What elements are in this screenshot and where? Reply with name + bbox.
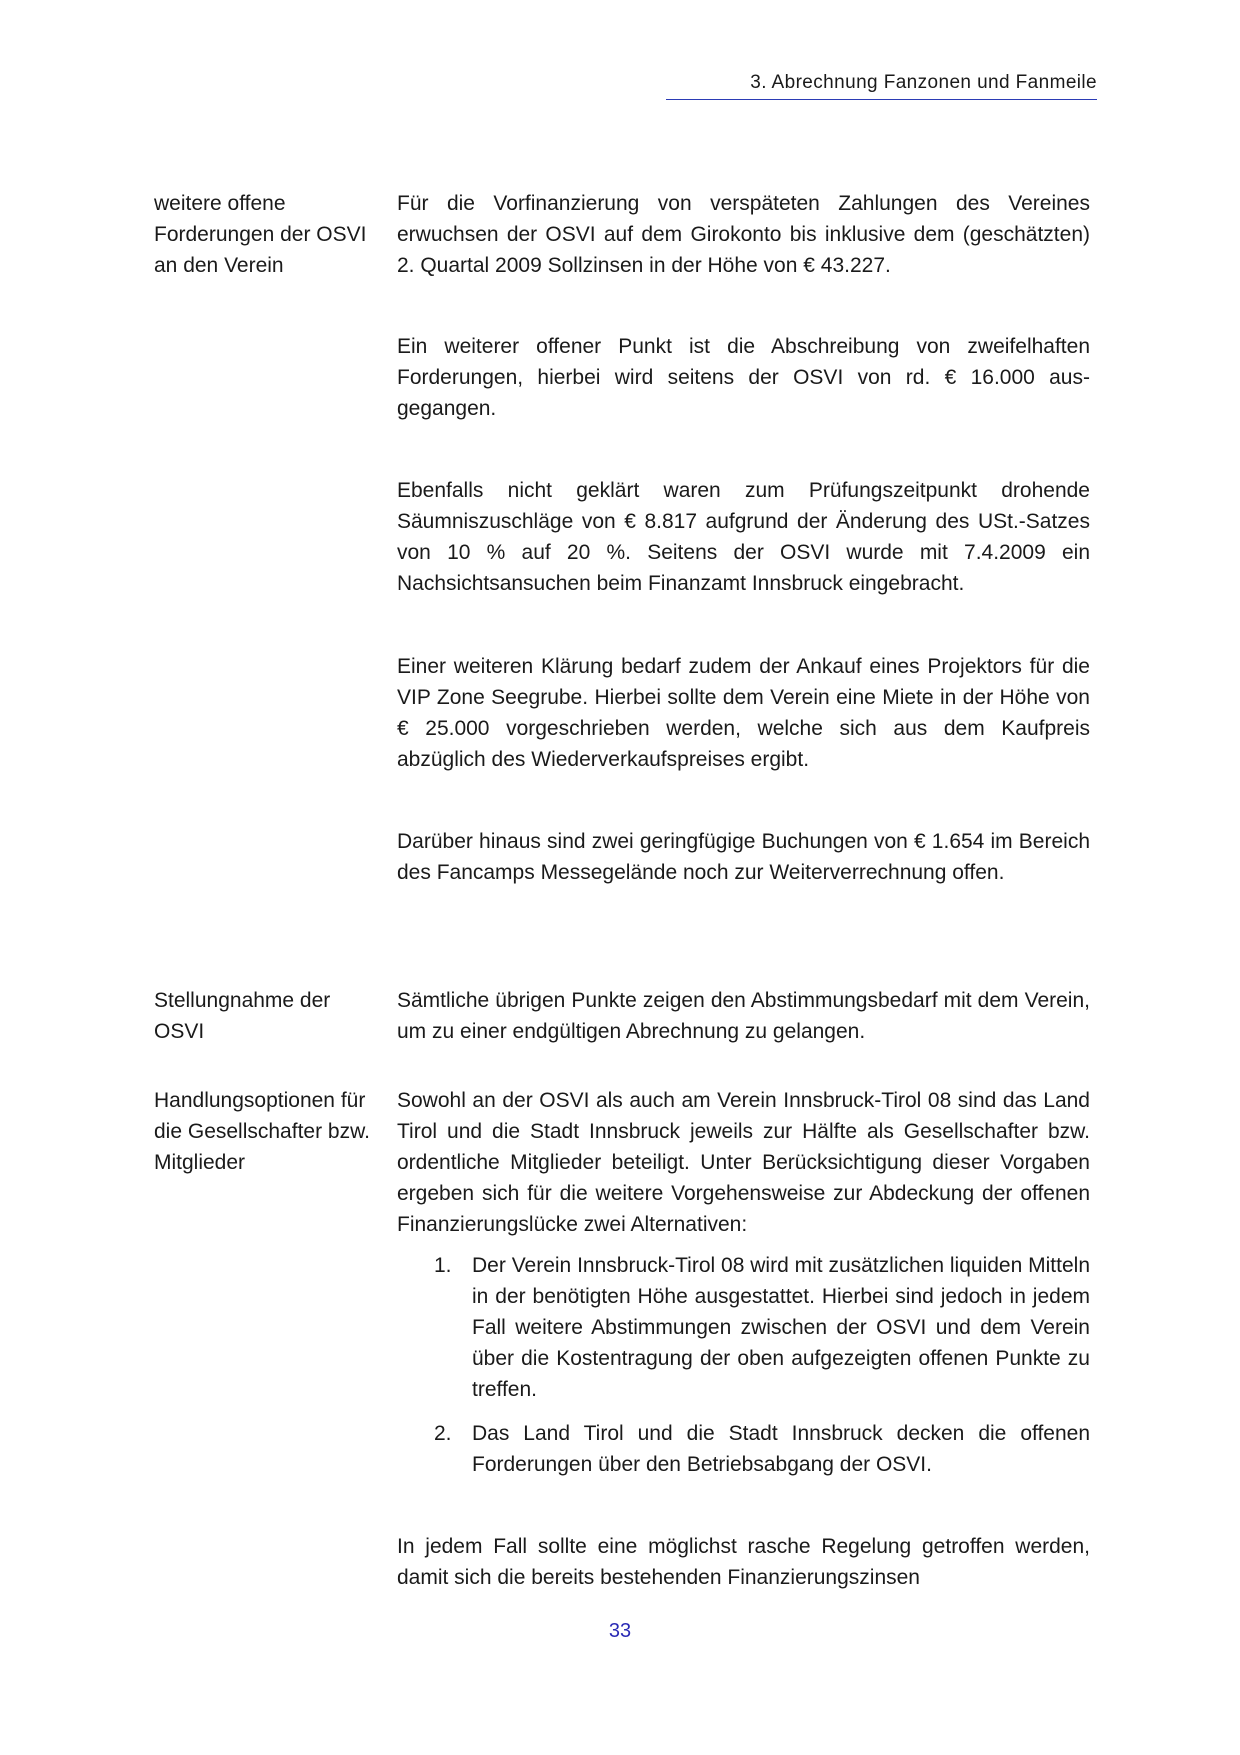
running-header: 3. Abrechnung Fanzonen und Fanmeile: [750, 72, 1097, 93]
paragraph-saeumniszuschlaege: Ebenfalls nicht geklärt waren zum Prüfungszeitpunkt drohende Säumniszuschläge von € 8.817 aufgrund der Änderung des USt.-Satzes von 10 % auf 20 %. Seitens der OSVI wurde mit 7.4.2009 ein Nachsichtsansuchen beim Finanzamt Innsbruck eingebracht.: [397, 479, 1090, 595]
list-item-number: 1.: [434, 1254, 452, 1277]
list-item-number: 2.: [434, 1422, 452, 1445]
paragraph-closing: In jedem Fall sollte eine möglichst rasche Regelung getroffen werden, damit sich die bereits bestehenden Finanzierungszinsen: [397, 1535, 1090, 1589]
margin-label-offene-forderungen: weitere offene Forderungen der OSVI an den Verein: [154, 192, 367, 277]
paragraph-handlungsoptionen-intro: Sowohl an der OSVI als auch am Verein Innsbruck-Tirol 08 sind das Land Tirol und die Stadt Innsbruck jeweils zur Hälfte als Gesellschafter bzw. ordentliche Mitglieder beteiligt. Unter Berücksichtigung dieser Vorgaben ergeben sich für die weitere Vorgehensweise zur Abdeckung der offenen Finanzierungslücke zwei Alternativen:: [397, 1089, 1090, 1236]
list-item-text: Das Land Tirol und die Stadt Innsbruck decken die offenen Forderungen über den Betriebsabgang der OSVI.: [472, 1422, 1090, 1476]
list-item: [397, 1418, 1090, 1480]
paragraph-stellungnahme: Sämtliche übrigen Punkte zeigen den Abstimmungsbedarf mit dem Verein, um zu einer endgültigen Abrechnung zu gelangen.: [397, 989, 1090, 1043]
paragraph-buchungen: Darüber hinaus sind zwei geringfügige Buchungen von € 1.654 im Bereich des Fancamps Messegelände noch zur Weiterverrechnung offen.: [397, 830, 1090, 884]
paragraph-sollzinsen: Für die Vorfinanzierung von verspäteten Zahlungen des Vereines erwuchsen der OSVI auf dem Girokonto bis inklusive dem (geschätzten) 2. Quartal 2009 Sollzinsen in der Höhe von € 43.227.: [397, 192, 1090, 277]
page-number: 33: [608, 1620, 632, 1642]
list-item-text: Der Verein Innsbruck-Tirol 08 wird mit zusätzlichen liquiden Mitteln in der benötigten Höhe ausgestattet. Hierbei sind jedoch in jedem Fall weitere Abstimmungen zwischen der OSVI und dem Verein über die Kostentragung der oben aufgezeigten offenen Punkte zu treffen.: [472, 1254, 1090, 1401]
paragraph-projektor: Einer weiteren Klärung bedarf zudem der Ankauf eines Projektors für die VIP Zone Seegrube. Hierbei sollte dem Verein eine Miete in der Höhe von € 25.000 vorgeschrieben werden, welche sich aus dem Kaufpreis abzüglich des Wiederverkaufspreises ergibt.: [397, 655, 1090, 771]
paragraph-abschreibung: Ein weiterer offener Punkt ist die Abschreibung von zweifelhaften Forderungen, hierbei wird seitens der OSVI von rd. € 16.000 ausgegangen.: [397, 335, 1090, 420]
header-rule: [666, 99, 1097, 100]
options-list: [397, 1250, 1090, 1480]
list-item: [397, 1250, 1090, 1405]
margin-label-handlungsoptionen: Handlungsoptionen für die Gesellschafter bzw. Mitglieder: [154, 1089, 370, 1174]
margin-label-stellungnahme: Stellungnahme der OSVI: [154, 989, 331, 1043]
